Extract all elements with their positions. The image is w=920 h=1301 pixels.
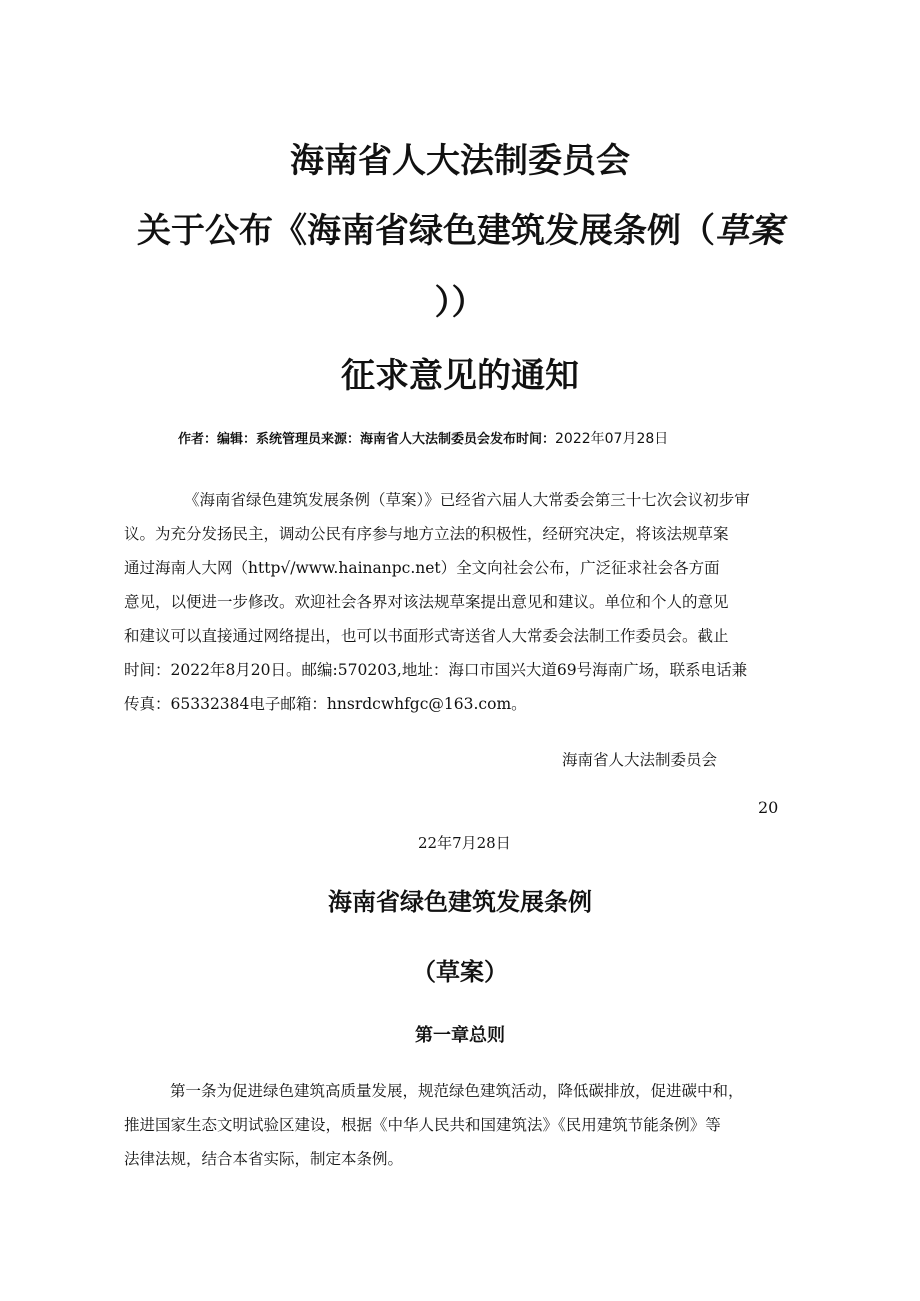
meta-info: 作者：编辑：系统管理员来源：海南省人大法制委员会发布时间： (178, 432, 556, 447)
article-meta (178, 428, 668, 448)
publish-date: 2022年07月28日 (555, 431, 669, 447)
body-line: 意见，以便进一步修改。欢迎社会各界对该法规草案提出意见和建议。单位和个人的意见 (124, 593, 729, 611)
notice-title-draft-word: 草案 (715, 211, 783, 251)
body-line: 传真：65332384电子邮箱：hnsrdcwhfgc@163.com。 (124, 695, 527, 713)
signature-year-fragment: 20 (758, 798, 779, 817)
body-line: 和建议可以直接通过网络提出，也可以书面形式寄送省人大常委会法制工作委员会。截止 (124, 627, 729, 645)
body-line: 《海南省绿色建筑发展条例（草案）》已经省六届人大常委会第三十七次会议初步审 (184, 491, 750, 509)
body-line: 通过海南人大网（http√/www.hainanpc.net）全文向社会公布，广泛征求社会各方面 (124, 559, 720, 577)
notice-title-line2 (0, 203, 920, 252)
notice-title-line3: ）） (434, 283, 486, 323)
article-line: 推进国家生态文明试验区建设，根据《中华人民共和国建筑法》《民用建筑节能条例》等 (124, 1116, 721, 1134)
signature-org: 海南省人大法制委员会 (562, 751, 718, 769)
body-line: 时间：2022年8月20日。邮编:570203,地址：海口市国兴大道69号海南广场，联系电话兼 (124, 661, 748, 679)
notice-title-line1: 海南省人大法制委员会 (290, 141, 630, 181)
chapter-heading: 第一章总则 (415, 1025, 505, 1046)
notice-title-line4: 征求意见的通知 (341, 356, 579, 396)
body-line: 议。为充分发扬民主，调动公民有序参与地方立法的积极性，经研究决定，将该法规草案 (124, 525, 729, 543)
article-body (124, 1074, 804, 1176)
signature-date: 22年7月28日 (418, 834, 511, 852)
draft-title: 海南省绿色建筑发展条例 (328, 888, 592, 916)
article-line: 法律法规，结合本省实际，制定本条例。 (124, 1150, 404, 1168)
notice-body (124, 483, 804, 721)
draft-subtitle: （草案） (412, 958, 508, 986)
notice-title-line2-text: 关于公布《海南省绿色建筑发展条例（ (137, 211, 715, 251)
article-line: 第一条为促进绿色建筑高质量发展，规范绿色建筑活动，降低碳排放，促进碳中和， (170, 1082, 744, 1100)
